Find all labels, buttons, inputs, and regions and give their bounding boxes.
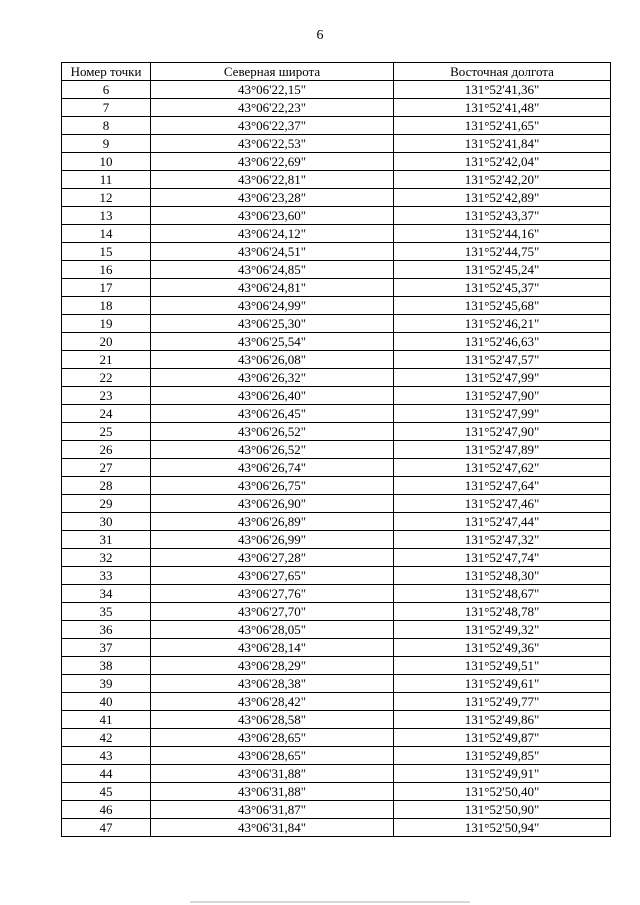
table-row (62, 531, 611, 549)
cell-point-number: 6 (62, 81, 151, 99)
cell-north-latitude: 43°06'24,51" (151, 243, 394, 261)
cell-point-number: 28 (62, 477, 151, 495)
cell-east-longitude: 131°52'48,67" (394, 585, 611, 603)
cell-north-latitude: 43°06'26,08" (151, 351, 394, 369)
cell-point-number: 45 (62, 783, 151, 801)
cell-point-number: 32 (62, 549, 151, 567)
cell-east-longitude: 131°52'41,84" (394, 135, 611, 153)
cell-point-number: 37 (62, 639, 151, 657)
page-number: 6 (316, 28, 324, 43)
table-row (62, 783, 611, 801)
cell-east-longitude: 131°52'47,46" (394, 495, 611, 513)
cell-north-latitude: 43°06'24,85" (151, 261, 394, 279)
table-row (62, 549, 611, 567)
table-row (62, 585, 611, 603)
cell-point-number: 17 (62, 279, 151, 297)
cell-point-number: 46 (62, 801, 151, 819)
cell-east-longitude: 131°52'41,48" (394, 99, 611, 117)
table-row (62, 423, 611, 441)
cell-point-number: 33 (62, 567, 151, 585)
cell-east-longitude: 131°52'41,65" (394, 117, 611, 135)
cell-east-longitude: 131°52'47,90" (394, 423, 611, 441)
table-header-row (62, 63, 611, 81)
table-row (62, 711, 611, 729)
table-row (62, 747, 611, 765)
cell-east-longitude: 131°52'50,40" (394, 783, 611, 801)
cell-north-latitude: 43°06'31,88" (151, 783, 394, 801)
table-row (62, 621, 611, 639)
cell-point-number: 36 (62, 621, 151, 639)
column-header-north-latitude: Северная широта (151, 63, 394, 81)
cell-point-number: 42 (62, 729, 151, 747)
cell-point-number: 21 (62, 351, 151, 369)
cell-north-latitude: 43°06'26,74" (151, 459, 394, 477)
cell-north-latitude: 43°06'22,69" (151, 153, 394, 171)
cell-point-number: 19 (62, 315, 151, 333)
cell-east-longitude: 131°52'49,77" (394, 693, 611, 711)
cell-north-latitude: 43°06'28,42" (151, 693, 394, 711)
cell-north-latitude: 43°06'28,65" (151, 729, 394, 747)
cell-point-number: 44 (62, 765, 151, 783)
cell-north-latitude: 43°06'26,90" (151, 495, 394, 513)
cell-north-latitude: 43°06'31,88" (151, 765, 394, 783)
cell-north-latitude: 43°06'22,23" (151, 99, 394, 117)
cell-north-latitude: 43°06'23,60" (151, 207, 394, 225)
cell-point-number: 18 (62, 297, 151, 315)
table-row (62, 387, 611, 405)
cell-east-longitude: 131°52'47,74" (394, 549, 611, 567)
cell-north-latitude: 43°06'26,32" (151, 369, 394, 387)
table-row (62, 405, 611, 423)
cell-point-number: 24 (62, 405, 151, 423)
cell-north-latitude: 43°06'28,14" (151, 639, 394, 657)
cell-east-longitude: 131°52'47,44" (394, 513, 611, 531)
table-row (62, 729, 611, 747)
cell-north-latitude: 43°06'31,84" (151, 819, 394, 837)
cell-north-latitude: 43°06'28,05" (151, 621, 394, 639)
cell-east-longitude: 131°52'47,57" (394, 351, 611, 369)
cell-point-number: 35 (62, 603, 151, 621)
cell-point-number: 9 (62, 135, 151, 153)
cell-point-number: 43 (62, 747, 151, 765)
cell-north-latitude: 43°06'27,28" (151, 549, 394, 567)
table-row (62, 135, 611, 153)
cell-north-latitude: 43°06'27,76" (151, 585, 394, 603)
cell-point-number: 13 (62, 207, 151, 225)
table-row (62, 369, 611, 387)
cell-east-longitude: 131°52'46,21" (394, 315, 611, 333)
cell-east-longitude: 131°52'46,63" (394, 333, 611, 351)
table-row (62, 693, 611, 711)
cell-east-longitude: 131°52'47,62" (394, 459, 611, 477)
table-row (62, 243, 611, 261)
cell-point-number: 39 (62, 675, 151, 693)
cell-east-longitude: 131°52'47,99" (394, 405, 611, 423)
cell-north-latitude: 43°06'26,89" (151, 513, 394, 531)
cell-east-longitude: 131°52'49,91" (394, 765, 611, 783)
cell-north-latitude: 43°06'26,40" (151, 387, 394, 405)
table-row (62, 297, 611, 315)
cell-point-number: 8 (62, 117, 151, 135)
table-row (62, 261, 611, 279)
cell-east-longitude: 131°52'45,68" (394, 297, 611, 315)
cell-north-latitude: 43°06'26,99" (151, 531, 394, 549)
cell-east-longitude: 131°52'44,75" (394, 243, 611, 261)
cell-north-latitude: 43°06'22,37" (151, 117, 394, 135)
cell-point-number: 22 (62, 369, 151, 387)
table-row (62, 567, 611, 585)
cell-east-longitude: 131°52'47,99" (394, 369, 611, 387)
table-row (62, 603, 611, 621)
cell-east-longitude: 131°52'45,24" (394, 261, 611, 279)
cell-east-longitude: 131°52'45,37" (394, 279, 611, 297)
cell-north-latitude: 43°06'25,30" (151, 315, 394, 333)
cell-north-latitude: 43°06'26,75" (151, 477, 394, 495)
cell-east-longitude: 131°52'48,78" (394, 603, 611, 621)
table-row (62, 207, 611, 225)
cell-point-number: 34 (62, 585, 151, 603)
table-row (62, 333, 611, 351)
table-row (62, 315, 611, 333)
cell-east-longitude: 131°52'50,94" (394, 819, 611, 837)
cell-point-number: 20 (62, 333, 151, 351)
cell-east-longitude: 131°52'49,32" (394, 621, 611, 639)
cell-east-longitude: 131°52'47,90" (394, 387, 611, 405)
cell-east-longitude: 131°52'47,32" (394, 531, 611, 549)
column-header-point-number: Номер точки (62, 63, 151, 81)
cell-east-longitude: 131°52'49,87" (394, 729, 611, 747)
table-row (62, 441, 611, 459)
cell-point-number: 40 (62, 693, 151, 711)
cell-point-number: 11 (62, 171, 151, 189)
cell-north-latitude: 43°06'22,53" (151, 135, 394, 153)
table-row (62, 279, 611, 297)
cell-point-number: 23 (62, 387, 151, 405)
cell-north-latitude: 43°06'25,54" (151, 333, 394, 351)
table-row (62, 189, 611, 207)
cell-north-latitude: 43°06'28,38" (151, 675, 394, 693)
cell-east-longitude: 131°52'49,51" (394, 657, 611, 675)
cell-north-latitude: 43°06'22,15" (151, 81, 394, 99)
cell-east-longitude: 131°52'42,89" (394, 189, 611, 207)
cell-point-number: 29 (62, 495, 151, 513)
cell-north-latitude: 43°06'26,45" (151, 405, 394, 423)
cell-north-latitude: 43°06'28,29" (151, 657, 394, 675)
cell-point-number: 26 (62, 441, 151, 459)
cell-east-longitude: 131°52'49,86" (394, 711, 611, 729)
cell-point-number: 12 (62, 189, 151, 207)
column-header-east-longitude: Восточная долгота (394, 63, 611, 81)
cell-point-number: 16 (62, 261, 151, 279)
table-row (62, 675, 611, 693)
cell-east-longitude: 131°52'49,85" (394, 747, 611, 765)
cell-east-longitude: 131°52'49,61" (394, 675, 611, 693)
table-row (62, 171, 611, 189)
cell-point-number: 7 (62, 99, 151, 117)
table-row (62, 117, 611, 135)
table-row (62, 819, 611, 837)
cell-point-number: 14 (62, 225, 151, 243)
table-row (62, 513, 611, 531)
cell-point-number: 30 (62, 513, 151, 531)
cell-east-longitude: 131°52'42,04" (394, 153, 611, 171)
cell-north-latitude: 43°06'28,58" (151, 711, 394, 729)
coordinates-table (61, 62, 611, 837)
table-row (62, 495, 611, 513)
cell-point-number: 47 (62, 819, 151, 837)
scan-edge-line (190, 901, 470, 903)
table-row (62, 99, 611, 117)
cell-north-latitude: 43°06'28,65" (151, 747, 394, 765)
cell-north-latitude: 43°06'26,52" (151, 423, 394, 441)
cell-north-latitude: 43°06'26,52" (151, 441, 394, 459)
cell-point-number: 15 (62, 243, 151, 261)
cell-east-longitude: 131°52'41,36" (394, 81, 611, 99)
cell-north-latitude: 43°06'27,65" (151, 567, 394, 585)
cell-point-number: 25 (62, 423, 151, 441)
cell-east-longitude: 131°52'50,90" (394, 801, 611, 819)
cell-east-longitude: 131°52'48,30" (394, 567, 611, 585)
cell-point-number: 27 (62, 459, 151, 477)
cell-east-longitude: 131°52'47,64" (394, 477, 611, 495)
table-row (62, 801, 611, 819)
table-row (62, 153, 611, 171)
table-row (62, 459, 611, 477)
cell-east-longitude: 131°52'44,16" (394, 225, 611, 243)
cell-east-longitude: 131°52'49,36" (394, 639, 611, 657)
cell-east-longitude: 131°52'47,89" (394, 441, 611, 459)
table-row (62, 657, 611, 675)
cell-north-latitude: 43°06'24,99" (151, 297, 394, 315)
cell-north-latitude: 43°06'27,70" (151, 603, 394, 621)
cell-east-longitude: 131°52'42,20" (394, 171, 611, 189)
cell-point-number: 10 (62, 153, 151, 171)
cell-point-number: 31 (62, 531, 151, 549)
table-body (62, 81, 611, 837)
cell-north-latitude: 43°06'24,12" (151, 225, 394, 243)
table-row (62, 477, 611, 495)
table-row (62, 765, 611, 783)
cell-north-latitude: 43°06'23,28" (151, 189, 394, 207)
table-row (62, 639, 611, 657)
cell-north-latitude: 43°06'22,81" (151, 171, 394, 189)
cell-point-number: 41 (62, 711, 151, 729)
cell-point-number: 38 (62, 657, 151, 675)
table-row (62, 81, 611, 99)
cell-north-latitude: 43°06'31,87" (151, 801, 394, 819)
cell-north-latitude: 43°06'24,81" (151, 279, 394, 297)
table-row (62, 351, 611, 369)
cell-east-longitude: 131°52'43,37" (394, 207, 611, 225)
table-row (62, 225, 611, 243)
